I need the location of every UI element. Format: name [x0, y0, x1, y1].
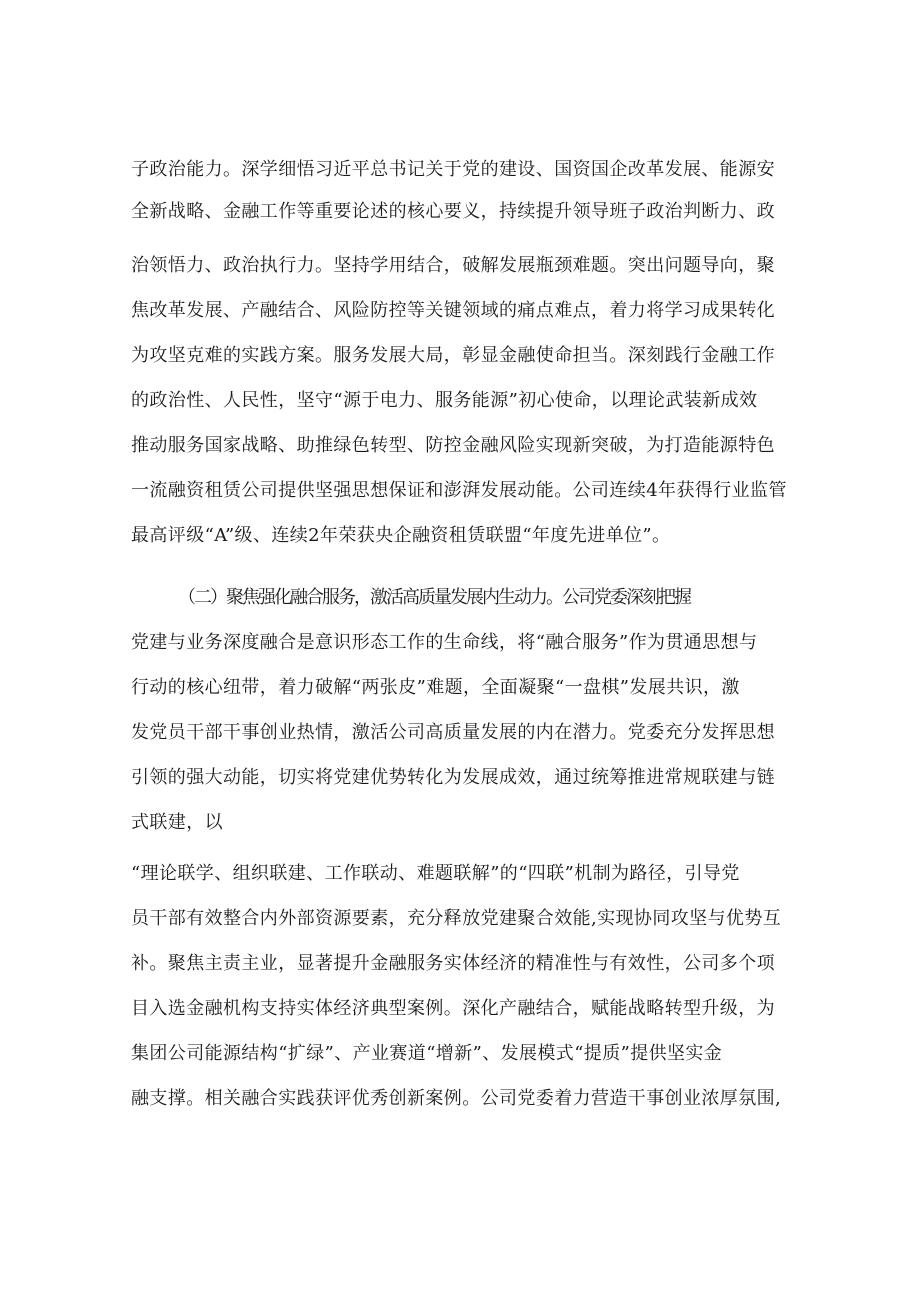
text-line: 员干部有效整合内外部资源要素，充分释放党建聚合效能,实现协同攻坚与优势互 — [131, 908, 782, 929]
text-line: 目入选金融机构支持实体经济典型案例。深化产融结合，赋能战略转型升级，为 — [131, 998, 775, 1019]
text-line: 子政治能力。深学细悟习近平总书记关于党的建设、国资国企改革发展、能源安 — [131, 159, 775, 180]
text-line: 行动的核心纽带，着力破解“两张皮”难题，全面凝聚“一盘棋”发展共识，激 — [131, 677, 740, 698]
text-line: 式联建，以 — [131, 812, 223, 833]
text-line: 治领悟力、政治执行力。坚持学用结合，破解发展瓶颈难题。突出问题导向，聚 — [131, 255, 775, 276]
text-line: 补。聚焦主责主业，显著提升金融服务实体经济的精准性与有效性，公司多个项 — [131, 953, 775, 974]
paragraph-heading: （二）聚焦强化融合服务，激活高质量发展内生动力。公司党委深刻把握 — [178, 587, 690, 608]
text-line: 为攻坚克难的实践方案。服务发展大局，彰显金融使命担当。深刻践行金融工作 — [131, 345, 775, 366]
text-line: 党建与业务深度融合是意识形态工作的生命线，将“融合服务”作为贯通思想与 — [131, 632, 758, 653]
text-line: 一流融资租赁公司提供坚强思想保证和澎湃发展动能。公司连续4年获得行业监管 — [131, 480, 787, 501]
text-line: 发党员干部干事创业热情，激活公司高质量发展的内在潜力。党委充分发挥思想 — [131, 722, 775, 743]
text-line: 的政治性、人民性，坚守“源于电力、服务能源”初心使命，以理论武装新成效 — [131, 390, 758, 411]
text-line: 最高评级“A”级、连续2年荣获央企融资租赁联盟“年度先进单位”。 — [131, 525, 671, 546]
text-line: 引领的强大动能，切实将党建优势转化为发展成效，通过统筹推进常规联建与链 — [131, 767, 775, 788]
text-line: “理论联学、组织联建、工作联动、难题联解”的“四联”机制为路径，引导党 — [131, 863, 740, 884]
text-line: 焦改革发展、产融结合、风险防控等关键领域的痛点难点，着力将学习成果转化 — [131, 300, 775, 321]
text-line: 全新战略、金融工作等重要论述的核心要义，持续提升领导班子政治判断力、政 — [131, 201, 775, 222]
text-line: 融支撑。相关融合实践获评优秀创新案例。公司党委着力营造干事创业浓厚氛围, — [131, 1088, 782, 1109]
text-line: 推动服务国家战略、助推绿色转型、防控金融风险实现新突破，为打造能源特色 — [131, 435, 775, 456]
text-line: 集团公司能源结构“扩绿”、产业赛道“增新”、发展模式“提质”提供坚实金 — [131, 1043, 723, 1064]
